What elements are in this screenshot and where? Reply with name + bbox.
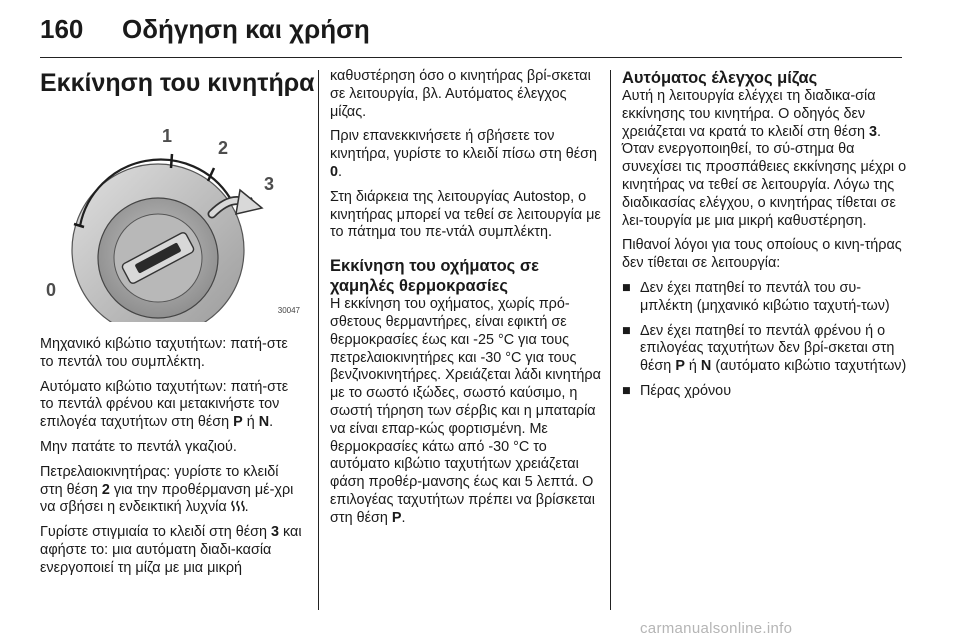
manual-gearbox-text: Μηχανικό κιβώτιο ταχυτήτων: πατή-στε το πεντάλ του συμπλέκτη.: [40, 336, 288, 370]
diesel-preheat-text: Πετρελαιοκινητήρας: γυρίστε το κλειδί στη θέση 2 για την προθέρμανση μέ-χρι να σβήσει η ενδεικτική λυχνία .: [40, 463, 294, 516]
ignition-illustration: [40, 110, 302, 322]
position-label-3: 3: [264, 174, 275, 194]
starter-control-text: Αυτή η λειτουργία ελέγχει τη διαδικα-σία εκκίνησης του κινητήρα. Ο οδηγός δεν χρειάζεται να κρατά το κλειδί στη θέση 3. Όταν ενεργοποιηθεί, το σύ-στημα θα συνεχίσει τις προσπάθειες εκκίνησης μέχρι ο κινητήρας να τεθεί σε λειτουργία. Λόγω της διαδικασίας ελέγχου, ο κινητήρας τίθεται σε λει-τουργία με μια μικρή καθυστέρηση.: [622, 88, 907, 229]
glow-plug-icon: [231, 500, 245, 512]
bullet-item-brake: ■ Δεν έχει πατηθεί το πεντάλ φρένου ή ο επιλογέας ταχυτήτων δεν βρί-σκεται στη θέση P ή N (αυτόματο κιβώτιο ταχυτήτων): [622, 322, 907, 375]
bullet-icon: ■: [622, 382, 631, 399]
column-divider-1: [318, 70, 319, 610]
watermark: carmanualsonline.info: [640, 620, 793, 637]
key-turn-text: Γυρίστε στιγμιαία το κλειδί στη θέση 3 και αφήστε το: μια αυτόματη διαδι-κασία ενεργοποιεί τη μίζα με μια μικρή: [40, 524, 302, 576]
restart-text: Πριν επανεκκινήσετε ή σβήσετε τον κινητήρα, γυρίστε το κλειδί πίσω στη θέση 0.: [330, 128, 598, 180]
ignition-switch-diagram: [40, 110, 302, 322]
continued-text: καθυστέρηση όσο ο κινητήρας βρί-σκεται σε λειτουργία, βλ. Αυτόματος έλεγχος μίζας.: [330, 68, 591, 120]
position-label-2: 2: [218, 138, 229, 158]
reasons-intro-text: Πιθανοί λόγοι για τους οποίους ο κινη-τήρας δεν τίθεται σε λειτουργία:: [622, 237, 902, 272]
header-rule: [40, 57, 902, 58]
page-number: 160: [40, 14, 84, 44]
column-divider-2: [610, 70, 611, 610]
position-label-1: 1: [162, 126, 173, 146]
column-1: [40, 68, 315, 585]
position-label-0: 0: [46, 280, 57, 300]
starter-control-heading: Αυτόματος έλεγχος μίζας: [622, 69, 818, 87]
autostop-text: Στη διάρκεια της λειτουργίας Autostop, ο κινητήρας μπορεί να τεθεί σε λειτουργία με το πάτημα του πε-ντάλ συμπλέκτη.: [330, 188, 601, 241]
illustration-id: 30047: [277, 306, 300, 316]
column-3: [622, 68, 908, 408]
section-title-engine-start: Εκκίνηση του κινητήρα: [40, 69, 315, 97]
bullet-item-timeout: ■ Πέρας χρόνου: [622, 382, 732, 399]
cold-start-heading: Εκκίνηση του οχήματος σε χαμηλές θερμοκρασίες: [330, 257, 539, 296]
column-2: [330, 68, 602, 535]
cold-start-text: Η εκκίνηση του οχήματος, χωρίς πρό-σθετους θερμαντήρες, είναι εφικτή σε θερμοκρασίες έως και -25 °C για τους πετρελαιοκινητήρες και -30 °C για τους βενζινοκινητήρες. Χρειάζεται λάδι κινητήρα με το σωστό ιξώδες, σωστό καύσιμο, η σωστή τήρηση των σέρβις και η μπαταρία να είναι επαρ-κώς φορτισμένη. Με θερμοκρασίες κάτω από -30 °C το αυτόματο κιβώτιο ταχυτήτων χρειάζεται φάση προθέρ-μανσης έως και 5 λεπτά. Ο επιλογέας ταχυτήτων πρέπει να βρίσκεται στη θέση P.: [330, 296, 601, 526]
page-title: Οδήγηση και χρήση: [122, 14, 370, 44]
bullet-icon: ■: [622, 322, 631, 339]
automatic-gearbox-text: Αυτόματο κιβώτιο ταχυτήτων: πατή-στε το πεντάλ φρένου και μετακινήστε τον επιλογέα ταχυτήτων στη θέση P ή N.: [40, 378, 289, 431]
bullet-item-clutch: ■ Δεν έχει πατηθεί το πεντάλ του συ-μπλέκτη (μηχανικό κιβώτιο ταχυτή-των): [622, 279, 890, 314]
accelerator-warning-text: Μην πατάτε το πεντάλ γκαζιού.: [40, 438, 237, 455]
tick-1: [171, 154, 172, 168]
bullet-icon: ■: [622, 279, 631, 296]
